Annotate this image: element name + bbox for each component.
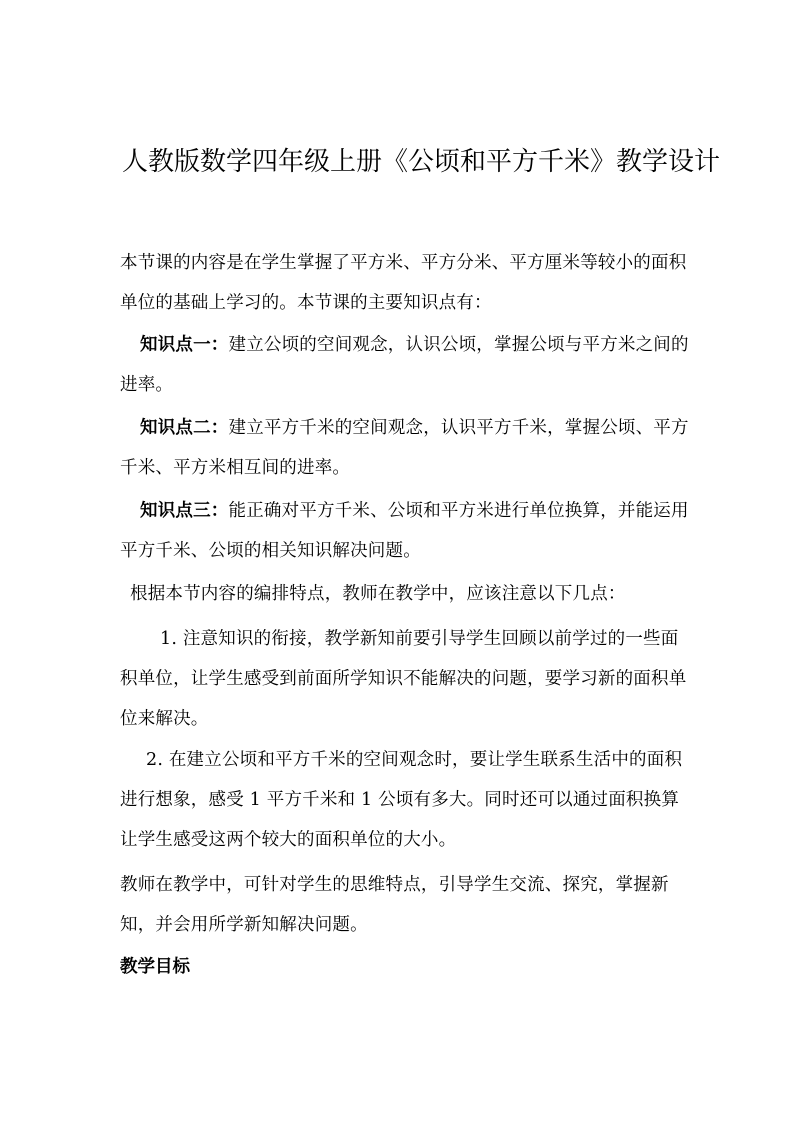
- knowledge-point-2: [120, 408, 690, 488]
- knowledge-point-3: [120, 491, 690, 571]
- attention-point-1: 1. 注意知识的衔接，教学新知前要引导学生回顾以前学过的一些面积单位，让学生感受到前面所学知识不能解决的问题，要学习新的面积单位来解决。: [120, 629, 687, 729]
- closing-paragraph: 教师在教学中，可针对学生的思维特点，引导学生交流、探究，掌握新知，并会用所学新知解决问题。: [120, 875, 669, 935]
- attention-point-2: 2. 在建立公顷和平方千米的空间观念时，要让学生联系生活中的面积进行想象，感受 1 平方千米和 1 公顷有多大。同时还可以通过面积换算让学生感受这两个较大的面积单位的大小。: [120, 750, 683, 850]
- knowledge-point-1-label: 知识点一：: [140, 335, 229, 355]
- knowledge-point-1: [120, 325, 690, 405]
- knowledge-point-1-text: 建立公顷的空间观念，认识公顷，掌握公顷与平方米之间的进率。: [120, 335, 689, 395]
- attention-intro: 根据本节内容的编排特点，教师在教学中，应该注意以下几点：: [130, 584, 626, 604]
- knowledge-point-2-text: 建立平方千米的空间观念，认识平方千米，掌握公顷、平方千米、平方米相互间的进率。: [120, 418, 689, 478]
- knowledge-point-2-label: 知识点二：: [140, 418, 229, 438]
- intro-paragraph: 本节课的内容是在学生掌握了平方米、平方分米、平方厘米等较小的面积单位的基础上学习的。本节课的主要知识点有：: [120, 253, 687, 313]
- knowledge-point-3-label: 知识点三：: [140, 501, 229, 521]
- knowledge-point-3-text: 能正确对平方千米、公顷和平方米进行单位换算，并能运用平方千米、公顷的相关知识解决问题。: [120, 501, 689, 561]
- section-heading: 教学目标: [120, 957, 190, 977]
- document-title: 人教版数学四年级上册《公顷和平方千米》教学设计: [122, 147, 721, 177]
